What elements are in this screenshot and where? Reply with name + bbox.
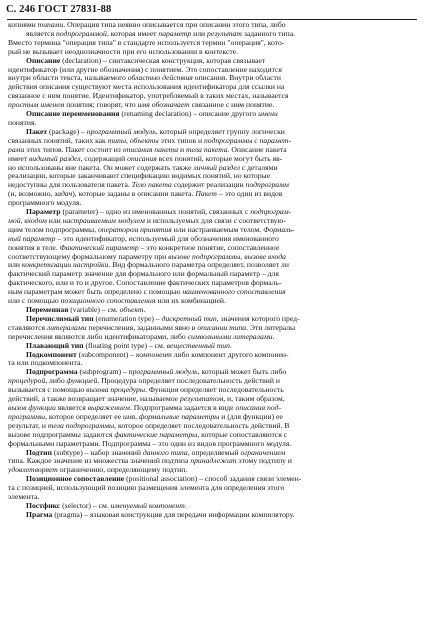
text-run: действия описания существуют места использования идентификатора для ссылки на xyxy=(8,83,285,92)
text-run: (pragma) – языковая конструкция для передачи информации компилятору. xyxy=(52,510,295,519)
text-line xyxy=(8,449,415,458)
term-heading: Описание xyxy=(26,56,61,65)
text-run: вызывается с помощью xyxy=(8,386,87,395)
italic-term: Тело пакета xyxy=(131,181,172,190)
text-run: , который может быть либо xyxy=(197,368,287,377)
italic-term: Формаль- xyxy=(263,225,295,234)
text-run: содержит реализации xyxy=(171,181,246,190)
text-run: . xyxy=(184,501,187,510)
text-run: . Функция определяет последовательность xyxy=(145,386,284,395)
text-line xyxy=(8,226,415,235)
text-line xyxy=(8,502,415,511)
term-heading: Постфикс xyxy=(26,501,61,510)
text-run: этих типов. Пакет состоит из xyxy=(24,145,123,154)
text-run: связанное с ним понятие. xyxy=(189,101,275,110)
italic-term: литералами xyxy=(46,323,87,332)
text-run: имеет xyxy=(8,154,29,163)
text-run: понятия; говорят, что xyxy=(64,101,138,110)
italic-term: вызове подпрограммы, вызове входа xyxy=(168,252,286,261)
text-run: и используемых для связи с соответствую- xyxy=(144,216,286,225)
text-line xyxy=(8,164,415,173)
italic-term: подпрограммой xyxy=(56,29,107,38)
italic-term: оператором принятия xyxy=(97,225,172,234)
italic-term: объект xyxy=(119,306,144,314)
italic-term: тела пакета xyxy=(185,145,228,154)
italic-term: дискретный тип xyxy=(161,314,217,323)
text-run: рый не вызывает неоднозначности при его использовании в контексте. xyxy=(8,47,238,56)
italic-term: принадлежит xyxy=(190,457,237,466)
text-line xyxy=(8,48,415,57)
text-run: недоступны для пользователя пакета. xyxy=(8,181,132,190)
italic-term: имя обозначает xyxy=(137,101,190,110)
text-run: понятия. xyxy=(8,118,37,127)
text-run: (renaming declaration) – описание другого xyxy=(119,110,259,119)
text-run: внутри области текста, называемого xyxy=(8,74,128,83)
text-line xyxy=(8,288,415,297)
text-run: , которая имеет xyxy=(106,29,159,38)
text-run: фактический параметр значение для формального или формальный параметр – для xyxy=(8,270,279,279)
text-run: – это идентификатор, используемый для обозначения именованного xyxy=(55,234,279,243)
text-line xyxy=(8,21,415,30)
italic-term: вызова процедуры xyxy=(86,386,146,395)
text-line xyxy=(8,208,415,217)
text-line xyxy=(8,404,415,413)
term-heading: Переменная xyxy=(26,306,69,314)
text-run: идентификатор (или другие обозначения) с понятием. Это сопоставление находится xyxy=(8,65,282,74)
text-run: (declaration) – синтаксическая конструкция, которая связывает xyxy=(60,56,266,65)
text-run: или xyxy=(191,29,208,38)
text-line xyxy=(8,377,415,386)
term-heading: Подтип xyxy=(26,448,52,457)
text-run: понятия в теле. xyxy=(8,243,60,252)
italic-term: типы, объекты xyxy=(107,136,159,145)
text-line xyxy=(8,440,415,449)
text-line xyxy=(8,128,415,137)
italic-term: имя, формальные параметры xyxy=(122,412,220,421)
glossary-text xyxy=(8,21,415,520)
italic-term: конкретизации настройки xyxy=(21,261,109,270)
text-run: является xyxy=(26,29,56,38)
text-line xyxy=(8,101,415,110)
text-line xyxy=(8,333,415,342)
italic-term: вещественный тип xyxy=(166,341,230,350)
text-line xyxy=(8,351,415,360)
text-run: или xyxy=(8,261,22,270)
italic-term: наименованного сопоставления xyxy=(182,288,286,297)
text-run: (variable) – см. xyxy=(68,306,120,314)
term-heading: Подпрограмма xyxy=(26,368,78,377)
text-line xyxy=(8,235,415,244)
italic-term: задач xyxy=(54,190,73,199)
italic-term: символьными литералами xyxy=(187,332,273,341)
text-run: (parameter) – одно из именованных понятий, связанных с xyxy=(60,208,251,217)
text-line xyxy=(8,493,415,502)
text-run: (subcomponent) – xyxy=(76,350,136,359)
text-line xyxy=(8,74,415,83)
italic-term: подпрограм- xyxy=(250,208,292,217)
italic-term: программы xyxy=(8,412,46,421)
text-run: этих типов и xyxy=(158,136,204,145)
text-run: и (для функции) ее xyxy=(219,412,283,421)
text-line xyxy=(8,39,415,48)
italic-term: описании типа xyxy=(197,323,247,332)
text-line xyxy=(8,342,415,351)
term-heading: Описание переименования xyxy=(26,110,120,119)
text-line xyxy=(8,172,415,181)
text-run: перечисления являются либо идентификаторами, либо xyxy=(8,332,188,341)
text-run: этому подтипу и xyxy=(236,457,292,466)
italic-term: личный раздел xyxy=(193,163,240,172)
text-line xyxy=(8,146,415,155)
italic-term: описания под- xyxy=(235,403,281,412)
text-run: с деталями xyxy=(239,163,278,172)
text-run: либо компонент другого компонен- xyxy=(171,350,289,359)
text-run: или xyxy=(46,216,63,225)
text-run: ограничению, определяющему подтип. xyxy=(57,466,188,475)
text-run: , либо xyxy=(45,377,67,386)
italic-term: подпрограмм xyxy=(245,181,289,190)
text-run: . Процедура определяет последовательность действий и xyxy=(97,377,280,386)
text-line xyxy=(8,110,415,119)
italic-term: выражением xyxy=(87,403,130,412)
page-header: С. 246 ГОСТ 27831-88 xyxy=(6,4,112,15)
text-run: . Вид формального параметра определяет, позволяет ли xyxy=(108,261,289,270)
text-line xyxy=(8,422,415,431)
text-line xyxy=(8,270,415,279)
text-run: (subprogram) – xyxy=(77,368,129,377)
text-run: копиями xyxy=(8,21,38,29)
italic-term: функцией xyxy=(66,377,98,386)
italic-term: Пакет xyxy=(195,190,217,199)
text-line xyxy=(8,324,415,333)
italic-term: подпрограммы xyxy=(203,136,253,145)
text-run: связанных понятий, таких как xyxy=(8,136,108,145)
text-run: та или подкомпонента. xyxy=(8,359,83,368)
text-line xyxy=(8,306,415,315)
text-run: , который определяет группу логически xyxy=(155,127,285,136)
italic-term: имени xyxy=(258,110,278,119)
text-line xyxy=(8,413,415,422)
text-run: программного модуля. xyxy=(8,199,82,208)
text-line xyxy=(8,137,415,146)
text-run: элемента. xyxy=(8,493,40,502)
italic-term: областью действия xyxy=(127,74,193,83)
italic-term: простым именем xyxy=(8,101,65,110)
italic-term: вызов функции xyxy=(8,403,56,412)
text-run: вызове подпрограммы задаются xyxy=(8,430,115,439)
text-run: , значения которого пред- xyxy=(216,314,300,323)
text-run: описания. Внутри области xyxy=(192,74,281,83)
text-run: с xyxy=(252,136,260,145)
text-run: , и, таким образом, xyxy=(223,395,285,404)
text-line xyxy=(8,199,415,208)
text-run: , которые сопоставляются с xyxy=(197,430,288,439)
italic-term: удовлетворяет xyxy=(8,466,58,475)
text-run: – это конкретное понятие, сопоставленное xyxy=(138,243,280,252)
text-run: или настраиваемым телом. xyxy=(171,225,264,234)
text-run: связанное с ним понятие. Идентификатор, употребляемый в таких местах, называется xyxy=(8,92,289,101)
text-run: щим телом подпрограммы, xyxy=(8,225,98,234)
text-run: . Эти литералы xyxy=(246,323,296,332)
italic-term: описания пакета xyxy=(122,145,179,154)
term-heading: Позиционное сопоставление xyxy=(26,475,125,484)
italic-term: типами xyxy=(37,21,64,29)
text-run: реализации, которые заканчивают спецификацию видимых понятий, но которые xyxy=(8,172,271,181)
italic-term: описания xyxy=(127,154,157,163)
italic-term: парамет- xyxy=(259,136,292,145)
italic-term: позиционного сопоставления xyxy=(60,297,156,306)
text-run: , которое определяет ее xyxy=(45,412,123,421)
text-run: результат, и xyxy=(8,421,48,430)
text-run: является xyxy=(55,403,88,412)
term-heading: Прагма xyxy=(26,510,53,519)
italic-term: процедурой xyxy=(8,377,46,386)
text-line xyxy=(8,368,415,377)
text-line xyxy=(8,119,415,128)
text-run: . Описание пакета xyxy=(227,145,287,154)
text-run: та с позицией, использующий позицию размещения элемента для определения этого xyxy=(8,484,285,493)
text-line xyxy=(8,315,415,324)
text-run: всех понятий, которые могут быть яв- xyxy=(156,154,283,163)
text-line xyxy=(8,359,415,368)
text-line xyxy=(8,253,415,262)
text-line xyxy=(8,57,415,66)
text-line xyxy=(8,244,415,253)
term-heading: Пакет xyxy=(26,127,48,136)
text-run: , содержащий xyxy=(80,154,128,163)
italic-term: рами xyxy=(8,145,25,154)
text-line xyxy=(8,92,415,101)
italic-term: именуемый компонент xyxy=(110,501,185,510)
text-run: фактического, или и то и другое. Сопоставление фактических параметров формаль- xyxy=(8,279,282,288)
text-run: (floating point type) – см. xyxy=(83,341,167,350)
text-line xyxy=(8,30,415,39)
text-line xyxy=(8,466,415,475)
text-run: (positional association) – способ задания связи элемен- xyxy=(124,475,302,484)
term-heading: Перечислимый тип xyxy=(26,314,94,323)
text-line xyxy=(8,66,415,75)
text-run: и xyxy=(178,145,186,154)
text-run: или с помощью xyxy=(8,297,61,306)
text-run: (и, возможно, xyxy=(8,190,55,199)
text-run: . xyxy=(229,341,232,350)
text-run: действий, а также возвращает значение, называемое xyxy=(8,395,180,404)
text-line xyxy=(8,511,415,520)
text-run: – это один из видов xyxy=(216,190,283,199)
italic-term: данного типа xyxy=(142,448,188,457)
text-run: заданного типа. xyxy=(241,29,295,38)
text-line xyxy=(8,181,415,190)
italic-term: результат xyxy=(207,29,242,38)
italic-term: результатом xyxy=(179,395,224,404)
text-line xyxy=(8,297,415,306)
text-line xyxy=(8,386,415,395)
text-line xyxy=(8,83,415,92)
italic-term: ный параметр xyxy=(8,234,56,243)
italic-term: компонент xyxy=(135,350,172,359)
text-run: (selector) – см. xyxy=(60,501,111,510)
text-line xyxy=(8,457,415,466)
italic-term: настраиваемым модулем xyxy=(62,216,145,225)
text-line xyxy=(8,431,415,440)
text-run: но использованы вне пакета. Он может содержать также xyxy=(8,163,194,172)
text-run: (subtype) – набор значений xyxy=(51,448,143,457)
text-run: типа. Каждое значение из множества значений подтипа xyxy=(8,457,191,466)
italic-term: программный модуль xyxy=(128,368,198,377)
text-run: перечисления, заданными явно в xyxy=(86,323,198,332)
italic-term: видимый раздел xyxy=(28,154,81,163)
text-run: . xyxy=(272,332,275,341)
text-line xyxy=(8,395,415,404)
text-run: ным параметрам может быть определено с помощью xyxy=(8,288,183,297)
text-run: ставляются xyxy=(8,323,47,332)
text-line xyxy=(8,155,415,164)
text-run: , которое определяет последовательность действий. В xyxy=(114,421,290,430)
text-run: или их комбинацией. xyxy=(155,297,226,306)
italic-term: фактические параметры xyxy=(114,430,198,439)
text-run: (enumeration type) – xyxy=(93,314,162,323)
italic-term: программный модуль xyxy=(86,127,156,136)
text-line xyxy=(8,261,415,270)
text-line xyxy=(8,484,415,493)
italic-term: тела подпрограммы xyxy=(47,421,115,430)
term-heading: Подкомпонент xyxy=(26,350,77,359)
text-run: (package) – xyxy=(47,127,87,136)
text-run: формальными параметрами. Подпрограмма – это один из видов программного модуля. xyxy=(8,439,292,448)
text-run: соответствующему формальному параметру при xyxy=(8,252,169,261)
text-line xyxy=(8,217,415,226)
italic-term: мой, входом xyxy=(8,216,47,225)
text-run: Вместо термина "операция типа" в стандарте используется термин "операция", кото- xyxy=(8,38,285,47)
header-rule xyxy=(7,19,417,20)
italic-term: Фактический параметр xyxy=(59,243,139,252)
text-run: . Операция типа неявно описывается при описании этого типа, либо xyxy=(63,21,286,29)
text-line xyxy=(8,279,415,288)
term-heading: Параметр xyxy=(26,208,61,217)
text-run: . xyxy=(143,306,146,314)
text-line xyxy=(8,475,415,484)
italic-term: параметр xyxy=(158,29,192,38)
text-run: , определяемый xyxy=(187,448,241,457)
text-run: . Подпрограмма задается в виде xyxy=(129,403,236,412)
text-line xyxy=(8,190,415,199)
text-run: ), которые заданы в описании пакета. xyxy=(72,190,196,199)
term-heading: Плавающий тип xyxy=(26,341,84,350)
italic-term: ограничением xyxy=(240,448,286,457)
